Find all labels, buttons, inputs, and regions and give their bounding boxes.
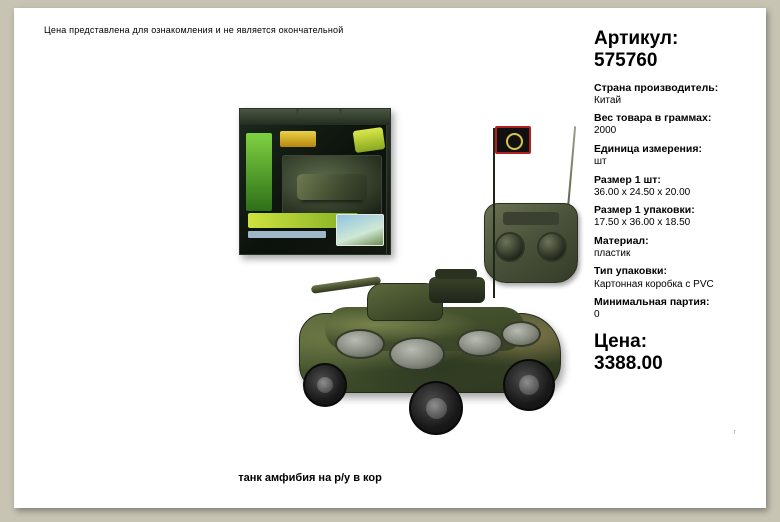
- tank-float-4: [501, 321, 541, 347]
- spec-label: Вес товара в граммах:: [594, 112, 712, 125]
- price-label: Цена:: [594, 330, 648, 352]
- spec-value: 0: [594, 309, 600, 321]
- spec-value: 17.50 x 36.00 x 18.50: [594, 217, 691, 229]
- box-window: [282, 155, 382, 215]
- product-caption: танк амфибия на р/у в кор: [238, 472, 382, 484]
- spec-label: Минимальная партия:: [594, 296, 710, 309]
- remote-antenna: [567, 126, 576, 208]
- spec-unit: [594, 143, 764, 169]
- box-handle: [296, 108, 342, 117]
- price-block: [594, 331, 764, 375]
- price-disclaimer: Цена представлена для ознакомления и не является окончательной: [44, 25, 344, 35]
- spec-country: [594, 82, 764, 108]
- box-subtitle-banner: [248, 231, 326, 238]
- box-side-strip: [246, 133, 272, 211]
- spec-value: пластик: [594, 247, 631, 259]
- tank-float-1: [335, 329, 385, 359]
- remote-left-stick: [495, 232, 525, 262]
- tank-wheel-middle: [409, 381, 463, 435]
- spec-material: [594, 235, 764, 261]
- product-photo-area: [34, 48, 584, 468]
- spec-item-size: [594, 174, 764, 200]
- spec-value: 36.00 x 24.50 x 20.00: [594, 186, 691, 198]
- spec-label: Единица измерения:: [594, 142, 702, 155]
- spec-weight: [594, 112, 764, 138]
- tank-float-2: [389, 337, 445, 371]
- price-value: 3388.00: [594, 352, 663, 374]
- spec-value: Картонная коробка с PVC: [594, 278, 714, 290]
- remote-right-stick: [537, 232, 567, 262]
- box-logo: [280, 131, 316, 147]
- spec-label: Размер 1 шт:: [594, 173, 661, 186]
- box-side-panel: [386, 113, 391, 255]
- product-box-image: [239, 108, 391, 255]
- tank-wheel-front: [303, 363, 347, 407]
- spec-label: Страна производитель:: [594, 81, 719, 94]
- product-info-panel: [594, 28, 764, 374]
- amphibious-tank-image: [289, 263, 569, 453]
- document-page: [14, 8, 766, 508]
- sku-label: Артикул:: [594, 28, 679, 49]
- sku-value: 575760: [594, 49, 658, 71]
- spec-package-size: [594, 204, 764, 230]
- page-watermark: r: [733, 429, 736, 436]
- spec-value: 2000: [594, 125, 617, 137]
- spec-label: Тип упаковки:: [594, 265, 667, 278]
- spec-label: Размер 1 упаковки:: [594, 204, 695, 217]
- spec-value: Китай: [594, 94, 622, 106]
- box-badge: [353, 127, 386, 153]
- spec-label: Материал:: [594, 234, 649, 247]
- box-photo-inset: [336, 214, 384, 246]
- tank-rear-gear: [429, 277, 485, 303]
- tank-wheel-rear: [503, 359, 555, 411]
- vehicle-flag: [495, 126, 531, 154]
- spec-min-order: [594, 296, 764, 322]
- spec-value: шт: [594, 156, 607, 168]
- spec-package-type: [594, 265, 764, 291]
- tank-float-3: [457, 329, 503, 357]
